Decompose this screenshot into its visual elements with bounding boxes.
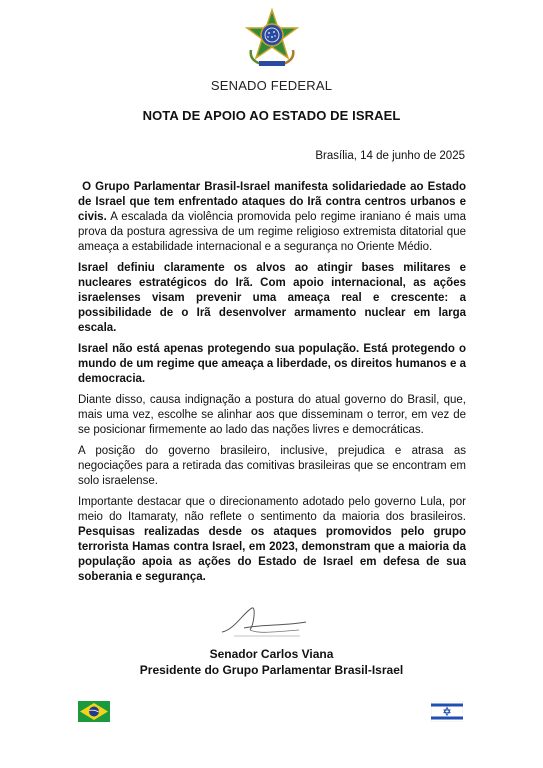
paragraph	[78, 180, 466, 255]
signatory	[0, 646, 543, 678]
paragraph-bold-text: Pesquisas realizadas desde os ataques promovidos pelo grupo terrorista Hamas contra Israel, em 2023, demonstram que a maioria da população apoia as ações do Estado de Israel em defesa de sua soberania e segurança.	[78, 526, 466, 583]
paragraph-bold-text: O Grupo Parlamentar Brasil-Israel manifesta solidariedade ao Estado de Israel que tem enfrentado ataques do Irã contra centros urbanos e civis.	[78, 181, 467, 223]
document-body	[78, 180, 466, 591]
institution-name: SENADO FEDERAL	[210, 78, 333, 93]
paragraph-text: A escalada da violência promovida pelo regime iraniano é mais uma prova da postura agressiva de um regime religioso extremista ditatorial que ameaça a estabilidade internacional e a segurança no Oriente Médio.	[78, 211, 466, 253]
paragraph	[78, 342, 466, 387]
handwritten-signature-icon	[204, 602, 324, 642]
brazil-flag-icon	[78, 701, 110, 722]
paragraph	[78, 495, 466, 585]
paragraph-text: Diante disso, causa indignação a postura do atual governo do Brasil, que, mais uma vez, escolhe se alinhar aos que disseminam o terror, em vez de se posicionar firmemente ao lado das nações livres e democráticas.	[78, 394, 466, 436]
paragraph-bold-text: Israel definiu claramente os alvos ao atingir bases militares e nucleares estratégicos do Irã. Com apoio internacional, as ações israelenses visam prevenir uma ameaça real e crescente: a possibilidade de o Irã desenvolver armamento nuclear em larga escala.	[78, 262, 466, 334]
paragraph-text: A posição do governo brasileiro, inclusive, prejudica e atrasa as negociações para a retirada das comitivas brasileiras que se encontram em solo israelense.	[78, 445, 466, 487]
signatory-role: Presidente do Grupo Parlamentar Brasil-Israel	[139, 663, 404, 677]
paragraph-bold-text: Israel não está apenas protegendo sua população. Está protegendo o mundo de um regime que ameaça a liberdade, os direitos humanos e a democracia.	[78, 343, 466, 385]
paragraph	[78, 393, 466, 438]
israel-flag-icon	[431, 701, 463, 722]
date-line: Brasília, 14 de junho de 2025	[315, 150, 465, 162]
signatory-name: Senador Carlos Viana	[209, 647, 334, 661]
paragraph	[78, 444, 466, 489]
paragraph	[78, 261, 466, 336]
coat-of-arms-icon	[241, 8, 303, 70]
paragraph-text: Importante destacar que o direcionamento adotado pelo governo Lula, por meio do Itamaraty, não reflete o sentimento da maioria dos brasileiros.	[78, 496, 466, 523]
page-title: NOTA DE APOIO AO ESTADO DE ISRAEL	[142, 108, 401, 123]
